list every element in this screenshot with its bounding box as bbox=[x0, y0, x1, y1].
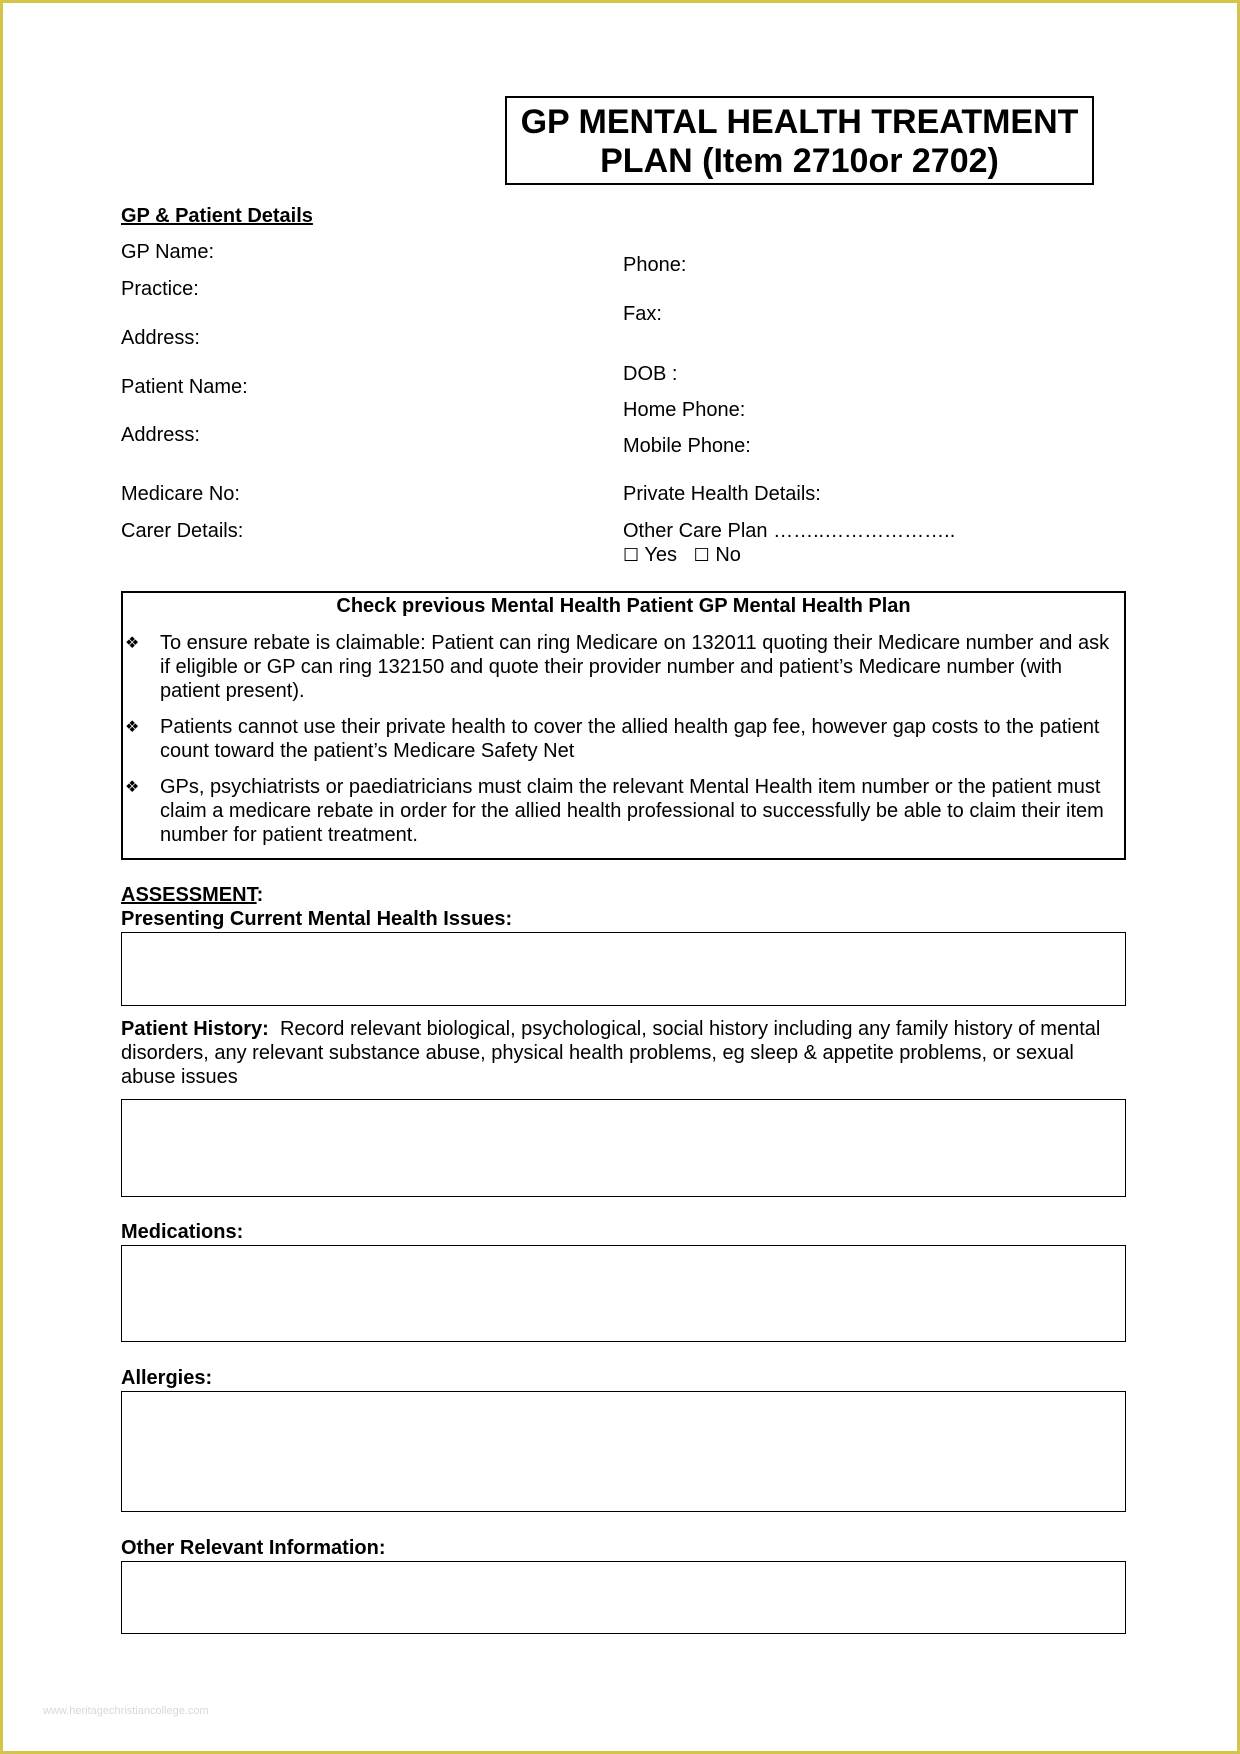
bullet-item bbox=[123, 715, 1124, 763]
diamond-bullet-icon: ❖ bbox=[125, 717, 140, 736]
other-info-field[interactable] bbox=[121, 1561, 1126, 1634]
patient-address-label: Address: bbox=[121, 424, 200, 446]
medicare-no-label: Medicare No: bbox=[121, 483, 240, 505]
mobile-phone-label: Mobile Phone: bbox=[623, 435, 751, 457]
allergies-field[interactable] bbox=[121, 1391, 1126, 1512]
phone-label: Phone: bbox=[623, 254, 687, 276]
watermark: www.heritagechristiancollege.com bbox=[43, 1705, 209, 1717]
gp-address-label: Address: bbox=[121, 327, 200, 349]
practice-label: Practice: bbox=[121, 278, 199, 300]
patient-history-label: Patient History: bbox=[121, 1018, 269, 1040]
care-plan-checkboxes bbox=[623, 544, 741, 567]
patient-history-instructions bbox=[121, 1017, 1131, 1089]
bullet-item bbox=[123, 631, 1124, 703]
yes-label: Yes bbox=[644, 544, 677, 566]
private-health-label: Private Health Details: bbox=[623, 483, 821, 505]
assessment-heading bbox=[121, 884, 263, 907]
no-label: No bbox=[715, 544, 741, 566]
assessment-heading-colon: : bbox=[256, 884, 264, 906]
check-previous-plan-box bbox=[121, 591, 1126, 860]
bullet-text: To ensure rebate is claimable: Patient can ring Medicare on 132011 quoting their Medicare number and ask if eligible or GP can ring 132150 and quote their provider number and patient’s Medicare number (with patient present). bbox=[160, 632, 1110, 702]
bullet-text: Patients cannot use their private health to cover the allied health gap fee, however gap costs to the patient count toward the patient’s Medicare Safety Net bbox=[160, 716, 1100, 762]
carer-details-label: Carer Details: bbox=[121, 520, 244, 542]
dob-label: DOB : bbox=[623, 363, 678, 385]
presenting-issues-label: Presenting Current Mental Health Issues: bbox=[121, 908, 513, 930]
bullet-text: GPs, psychiatrists or paediatricians must claim the relevant Mental Health item number or the patient must claim a medicare rebate in order for the allied health professional to successfully be able to claim their item number for patient treatment. bbox=[160, 776, 1104, 846]
yes-checkbox[interactable]: ☐ bbox=[623, 545, 640, 566]
gp-name-label: GP Name: bbox=[121, 241, 214, 263]
allergies-label: Allergies: bbox=[121, 1367, 213, 1389]
home-phone-label: Home Phone: bbox=[623, 399, 746, 421]
diamond-bullet-icon: ❖ bbox=[125, 777, 140, 796]
patient-history-description: Record relevant biological, psychological, social history including any family history of mental disorders, any relevant substance abuse, physical health problems, eg sleep & appetite problems, or sexual abuse issues bbox=[121, 1018, 1101, 1088]
other-care-plan-label: Other Care Plan ……..……………….. bbox=[623, 520, 956, 542]
patient-name-label: Patient Name: bbox=[121, 376, 248, 398]
presenting-issues-field[interactable] bbox=[121, 932, 1126, 1006]
diamond-bullet-icon: ❖ bbox=[125, 633, 140, 652]
check-previous-plan-title: Check previous Mental Health Patient GP Mental Health Plan bbox=[336, 595, 911, 617]
other-info-label: Other Relevant Information: bbox=[121, 1537, 386, 1559]
medications-label: Medications: bbox=[121, 1221, 244, 1243]
gp-patient-details-heading: GP & Patient Details bbox=[121, 205, 313, 227]
medications-field[interactable] bbox=[121, 1245, 1126, 1342]
patient-history-field[interactable] bbox=[121, 1099, 1126, 1197]
assessment-heading-text: ASSESSMENT bbox=[121, 884, 257, 906]
bullet-item bbox=[123, 775, 1124, 847]
fax-label: Fax: bbox=[623, 303, 662, 325]
document-title-line-2: PLAN (Item 2710or 2702) bbox=[600, 142, 999, 180]
no-checkbox[interactable]: ☐ bbox=[693, 545, 710, 566]
document-title-box bbox=[505, 96, 1094, 185]
document-title-line-1: GP MENTAL HEALTH TREATMENT bbox=[520, 103, 1079, 141]
